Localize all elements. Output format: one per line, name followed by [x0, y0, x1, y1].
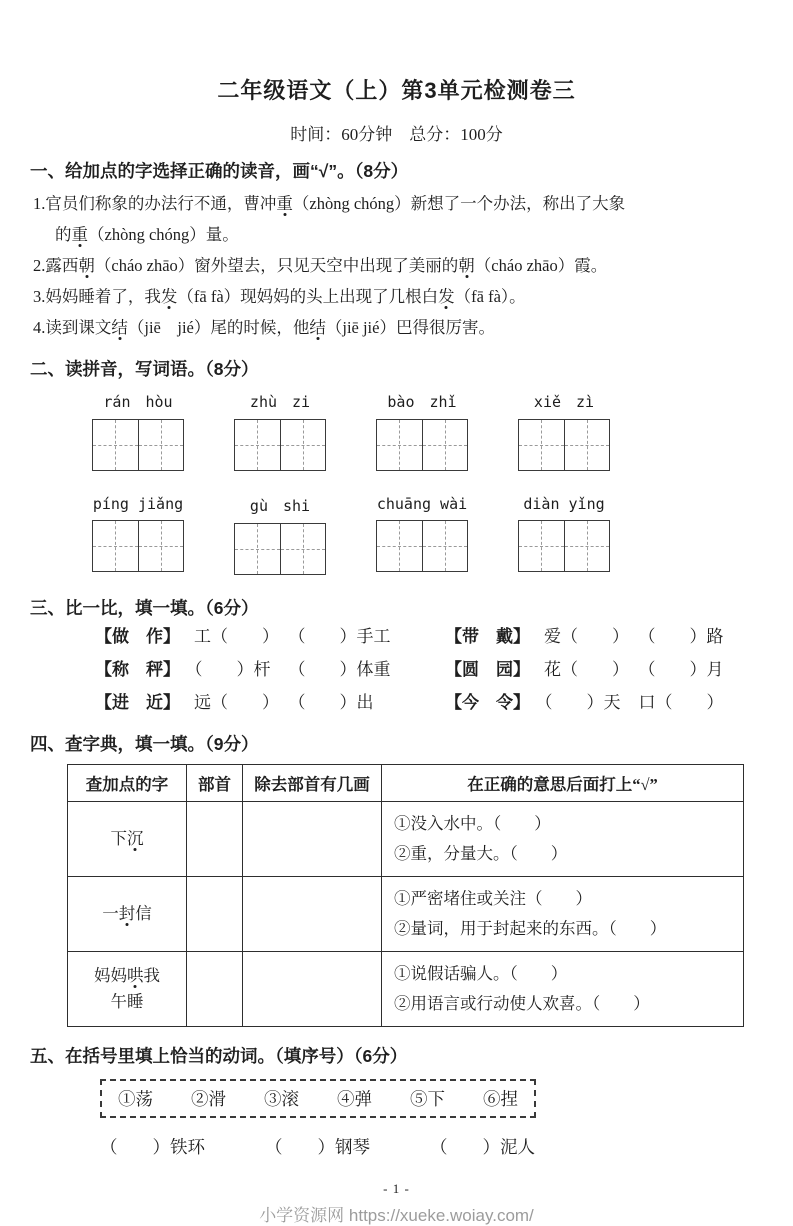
text-run: 一 — [102, 904, 119, 923]
meaning-option: ①没入水中。（ ） — [394, 814, 551, 833]
dotted-char: 重 — [276, 194, 293, 213]
text-run: （jiē jié）巴得很厉害。 — [325, 318, 495, 337]
verb-word-bank — [100, 1079, 536, 1118]
word-block — [376, 495, 468, 575]
writing-grid — [234, 523, 326, 575]
word-bank-item: ②滑 — [191, 1089, 226, 1109]
word-bank-item: ③滚 — [264, 1089, 299, 1109]
dotted-char: 发 — [438, 287, 455, 306]
meanings-cell — [382, 802, 744, 877]
meaning-option: ①严密堵住或关注（ ） — [394, 889, 592, 908]
fill-blank: （ ）杆 — [194, 660, 271, 679]
dotted-char: 哄 — [127, 966, 144, 985]
word-bank-item: ①荡 — [118, 1089, 153, 1109]
word-block — [92, 495, 184, 575]
compare-group — [445, 691, 793, 715]
word-block — [518, 495, 610, 575]
grid-cell — [280, 420, 326, 470]
fill-blank: （ ）月 — [647, 660, 724, 679]
lookup-word — [69, 963, 185, 989]
writing-grid — [92, 419, 184, 471]
writing-grid — [518, 419, 610, 471]
pinyin-label: píng jiǎng — [92, 495, 184, 513]
word-block — [234, 391, 326, 471]
page-title: 二年级语文（上）第3单元检测卷三 — [217, 78, 576, 103]
compare-label: 【带 戴】 — [445, 627, 530, 646]
writing-grid — [234, 419, 326, 471]
meaning-option: ②用语言或行动使人欢喜。（ ） — [394, 994, 650, 1013]
compare-group — [95, 691, 445, 715]
strokes-blank-cell — [243, 877, 382, 952]
dotted-char: 封 — [118, 904, 136, 923]
compare-label: 【进 近】 — [95, 693, 180, 712]
fill-blank: （ ）天 — [544, 693, 621, 712]
grid-cell — [564, 521, 610, 571]
word-block — [92, 391, 184, 471]
dotted-char: 发 — [160, 287, 178, 306]
text-run: 官员们称象的办法行不通，曹冲 — [45, 194, 277, 213]
table-header-cell: 在正确的意思后面打上“√” — [382, 765, 744, 802]
grid-cell — [138, 521, 184, 571]
site-footer: 小学资源网 https://xueke.woiay.com/ — [259, 1206, 534, 1225]
pinyin-label: gù shi — [249, 497, 311, 515]
pinyin-label: zhù zi — [249, 393, 311, 411]
text-run: （fā fà）。 — [454, 287, 526, 306]
grid-cell — [280, 524, 326, 574]
compare-label: 【称 秤】 — [95, 660, 180, 679]
fill-blank: 工（ ） — [194, 627, 279, 646]
table-row — [68, 877, 744, 952]
pinyin-label: xiě zì — [533, 393, 595, 411]
answer-blank: （ ）泥人 — [430, 1137, 535, 1157]
writing-grid — [376, 419, 468, 471]
text-run: 下 — [110, 829, 127, 848]
text-run: 的 — [55, 225, 72, 244]
text-run: 我 — [143, 966, 160, 985]
text-run: 信 — [135, 904, 152, 923]
text-run: 妈妈睡着了，我 — [45, 287, 161, 306]
table-row — [68, 802, 744, 877]
grid-cell — [93, 420, 138, 470]
word-bank-item: ④弹 — [337, 1089, 372, 1109]
section-1-heading: 一、给加点的字选择正确的读音，画“√”。（8分） — [30, 161, 409, 181]
verb-answer-blanks — [100, 1134, 793, 1159]
pinyin-label: diàn yǐng — [523, 495, 605, 513]
item-number: 2. — [33, 256, 46, 275]
meanings-cell — [382, 952, 744, 1027]
lookup-word — [69, 901, 185, 927]
exam-meta: 时间：60分钟 总分：100分 — [290, 125, 503, 144]
pinyin-writing-grids — [92, 391, 793, 575]
grid-cell — [519, 521, 564, 571]
text-run: （cháo zhāo）霞。 — [474, 256, 608, 275]
fill-blank: （ ）体重 — [288, 660, 391, 679]
grid-cell — [93, 521, 138, 571]
section-2-heading: 二、读拼音，写词语。（8分） — [30, 359, 259, 379]
fill-blank: （ ）路 — [647, 627, 724, 646]
radical-blank-cell — [187, 802, 243, 877]
grid-cell — [422, 420, 468, 470]
meaning-option: ②重，分量大。（ ） — [394, 844, 568, 863]
lookup-word-line2: 午睡 — [110, 992, 144, 1011]
radical-blank-cell — [187, 877, 243, 952]
writing-grid — [376, 520, 468, 572]
text-run: （zhòng chóng）量。 — [88, 225, 239, 244]
fill-blank: （ ）出 — [297, 693, 374, 712]
question-item — [33, 312, 775, 343]
strokes-blank-cell — [243, 952, 382, 1027]
grid-cell — [519, 420, 564, 470]
word-bank-item: ⑤下 — [410, 1089, 445, 1109]
section-5-heading: 五、在括号里填上恰当的动词。（填序号）（6分） — [30, 1046, 408, 1066]
word-bank-item: ⑥捏 — [483, 1089, 518, 1109]
compare-label: 【圆 园】 — [445, 660, 530, 679]
dotted-char: 朝 — [78, 256, 95, 275]
fill-blank: 爱（ ） — [544, 627, 629, 646]
fill-blank: 花（ ） — [544, 660, 629, 679]
word-block — [518, 391, 610, 471]
compare-group — [445, 658, 793, 682]
dictionary-table — [67, 764, 744, 1027]
grid-cell — [138, 420, 184, 470]
section-1-items — [33, 188, 775, 343]
compare-group — [95, 625, 445, 649]
text-run: （zhòng chóng）新想了一个办法，称出了大象 — [292, 194, 626, 213]
text-run: 妈妈 — [94, 966, 127, 985]
item-number: 4. — [33, 318, 46, 337]
meaning-option: ②量词，用于封起来的东西。（ ） — [394, 919, 667, 938]
dotted-char: 结 — [111, 318, 128, 337]
question-item — [33, 281, 775, 312]
grid-cell — [377, 521, 422, 571]
compare-group — [445, 625, 793, 649]
lookup-word-cell — [68, 952, 187, 1027]
pinyin-label: chuāng wài — [376, 495, 468, 513]
lookup-word-cell — [68, 802, 187, 877]
radical-blank-cell — [187, 952, 243, 1027]
text-run: （fā fà）现妈妈的头上出现了几根白 — [177, 287, 439, 306]
table-header-cell: 部首 — [187, 765, 243, 802]
compare-label: 【做 作】 — [95, 627, 180, 646]
text-run: （jiē jié）尾的时候，他 — [127, 318, 310, 337]
fill-blank: 口（ ） — [638, 693, 724, 712]
word-block — [376, 391, 468, 471]
text-run: （cháo zhāo）窗外望去，只见天空中出现了美丽的 — [94, 256, 459, 275]
question-item — [33, 250, 775, 281]
dotted-char: 沉 — [127, 829, 144, 848]
page-number: - 1 - — [383, 1181, 410, 1196]
question-item — [33, 188, 775, 250]
grid-cell — [422, 521, 468, 571]
table-header-cell: 除去部首有几画 — [243, 765, 382, 802]
item-number: 1. — [33, 194, 46, 213]
grid-cell — [564, 420, 610, 470]
strokes-blank-cell — [243, 802, 382, 877]
table-header-cell: 查加点的字 — [68, 765, 187, 802]
dictionary-table-header-row — [68, 765, 744, 802]
compare-label: 【今 令】 — [445, 693, 530, 712]
answer-blank: （ ）钢琴 — [265, 1137, 370, 1157]
pinyin-label: bào zhǐ — [387, 393, 457, 411]
writing-grid — [92, 520, 184, 572]
dotted-char: 朝 — [458, 256, 475, 275]
lookup-word — [69, 826, 185, 852]
answer-blank: （ ）铁环 — [100, 1137, 205, 1157]
compare-fill-groups — [95, 625, 793, 715]
grid-cell — [377, 420, 422, 470]
section-4-heading: 四、查字典，填一填。（9分） — [30, 734, 259, 754]
lookup-word-cell — [68, 877, 187, 952]
text-run: 露西 — [45, 256, 79, 275]
fill-blank: 远（ ） — [194, 693, 279, 712]
meaning-option: ①说假话骗人。（ ） — [394, 964, 568, 983]
dotted-char: 结 — [309, 318, 326, 337]
table-row — [68, 952, 744, 1027]
dotted-char: 重 — [71, 225, 88, 244]
text-run: 读到课文 — [45, 318, 112, 337]
grid-cell — [235, 420, 280, 470]
writing-grid — [518, 520, 610, 572]
compare-group — [95, 658, 445, 682]
grid-cell — [235, 524, 280, 574]
fill-blank: （ ）手工 — [297, 627, 391, 646]
pinyin-label: rán hòu — [103, 393, 173, 411]
meanings-cell — [382, 877, 744, 952]
section-3-heading: 三、比一比，填一填。（6分） — [30, 598, 259, 618]
item-number: 3. — [33, 287, 46, 306]
word-block — [234, 495, 326, 575]
